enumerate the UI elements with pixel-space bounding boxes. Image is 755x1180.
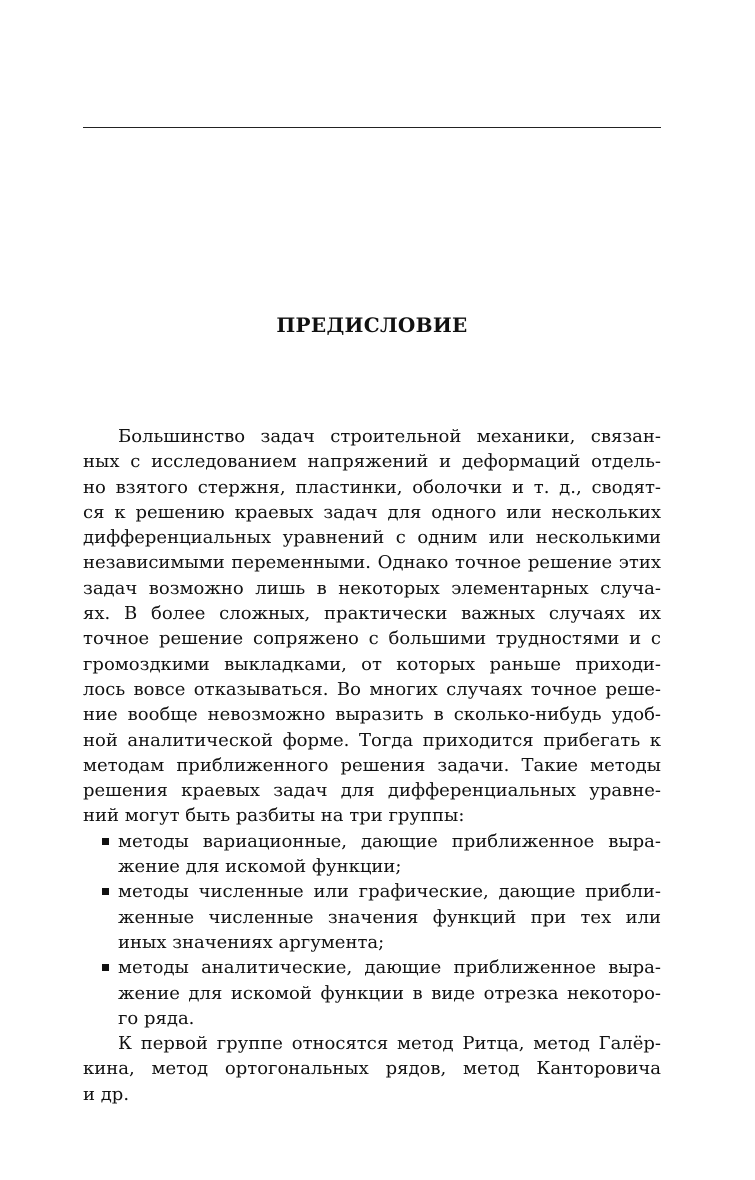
text-line: Большинство задач строительной механики, связан-: [118, 426, 661, 447]
text-line: жение для искомой функции в виде отрезка некоторо-: [118, 982, 661, 1004]
text-line: ний могут быть разбиты на три группы:: [83, 805, 465, 827]
text-line: ние вообще невозможно выразить в сколько-нибудь удоб-: [83, 704, 661, 726]
text-line: дифференциальных уравнений с одним или несколькими: [83, 527, 661, 549]
square-bullet-icon: [102, 838, 109, 845]
text-line: ной аналитической форме. Тогда приходится прибегать к: [83, 729, 661, 751]
closing-paragraph: [83, 1031, 661, 1107]
text-line: женные численные значения функций при тех или: [118, 906, 661, 928]
header-rule: [83, 127, 661, 128]
text-line: независимыми переменными. Однако точное решение этих: [83, 552, 661, 574]
text-line: ных с исследованием напряжений и деформаций отдель-: [83, 451, 661, 473]
list-item: [83, 829, 661, 880]
preface-body: [83, 424, 661, 1107]
text-line: ях. В более сложных, практически важных случаях их: [83, 603, 661, 625]
text-line: методы аналитические, дающие приближенное выра-: [118, 957, 661, 979]
text-line: го ряда.: [118, 1007, 195, 1029]
text-line: К первой группе относятся метод Ритца, метод Галёр-: [118, 1033, 661, 1055]
text-line: но взятого стержня, пластинки, оболочки и т. д., сводят-: [83, 476, 661, 498]
square-bullet-icon: [102, 888, 109, 895]
page-title: ПРЕДИСЛОВИЕ: [276, 313, 468, 337]
text-line: методы численные или графические, дающие прибли-: [118, 881, 661, 903]
square-bullet-icon: [102, 964, 109, 971]
text-line: кина, метод ортогональных рядов, метод Канторовича: [83, 1058, 661, 1080]
text-line: методы вариационные, дающие приближенное выра-: [118, 830, 661, 852]
text-line: громоздкими выкладками, от которых раньше приходи-: [83, 653, 661, 675]
text-line: жение для искомой функции;: [118, 856, 402, 878]
text-line: и др.: [83, 1083, 130, 1105]
text-line: ся к решению краевых задач для одного или нескольких: [83, 501, 661, 523]
text-line: точное решение сопряжено с большими трудностями и с: [83, 628, 661, 650]
list-item: [83, 955, 661, 1031]
text-line: задач возможно лишь в некоторых элементарных случа-: [83, 577, 661, 599]
text-line: лось вовсе отказываться. Во многих случаях точное реше-: [83, 678, 661, 700]
text-line: иных значениях аргумента;: [118, 931, 385, 953]
intro-paragraph: [83, 424, 661, 829]
list-item: [83, 879, 661, 955]
text-line: решения краевых задач для дифференциальных уравне-: [83, 780, 661, 802]
text-line: методам приближенного решения задачи. Такие методы: [83, 754, 661, 776]
